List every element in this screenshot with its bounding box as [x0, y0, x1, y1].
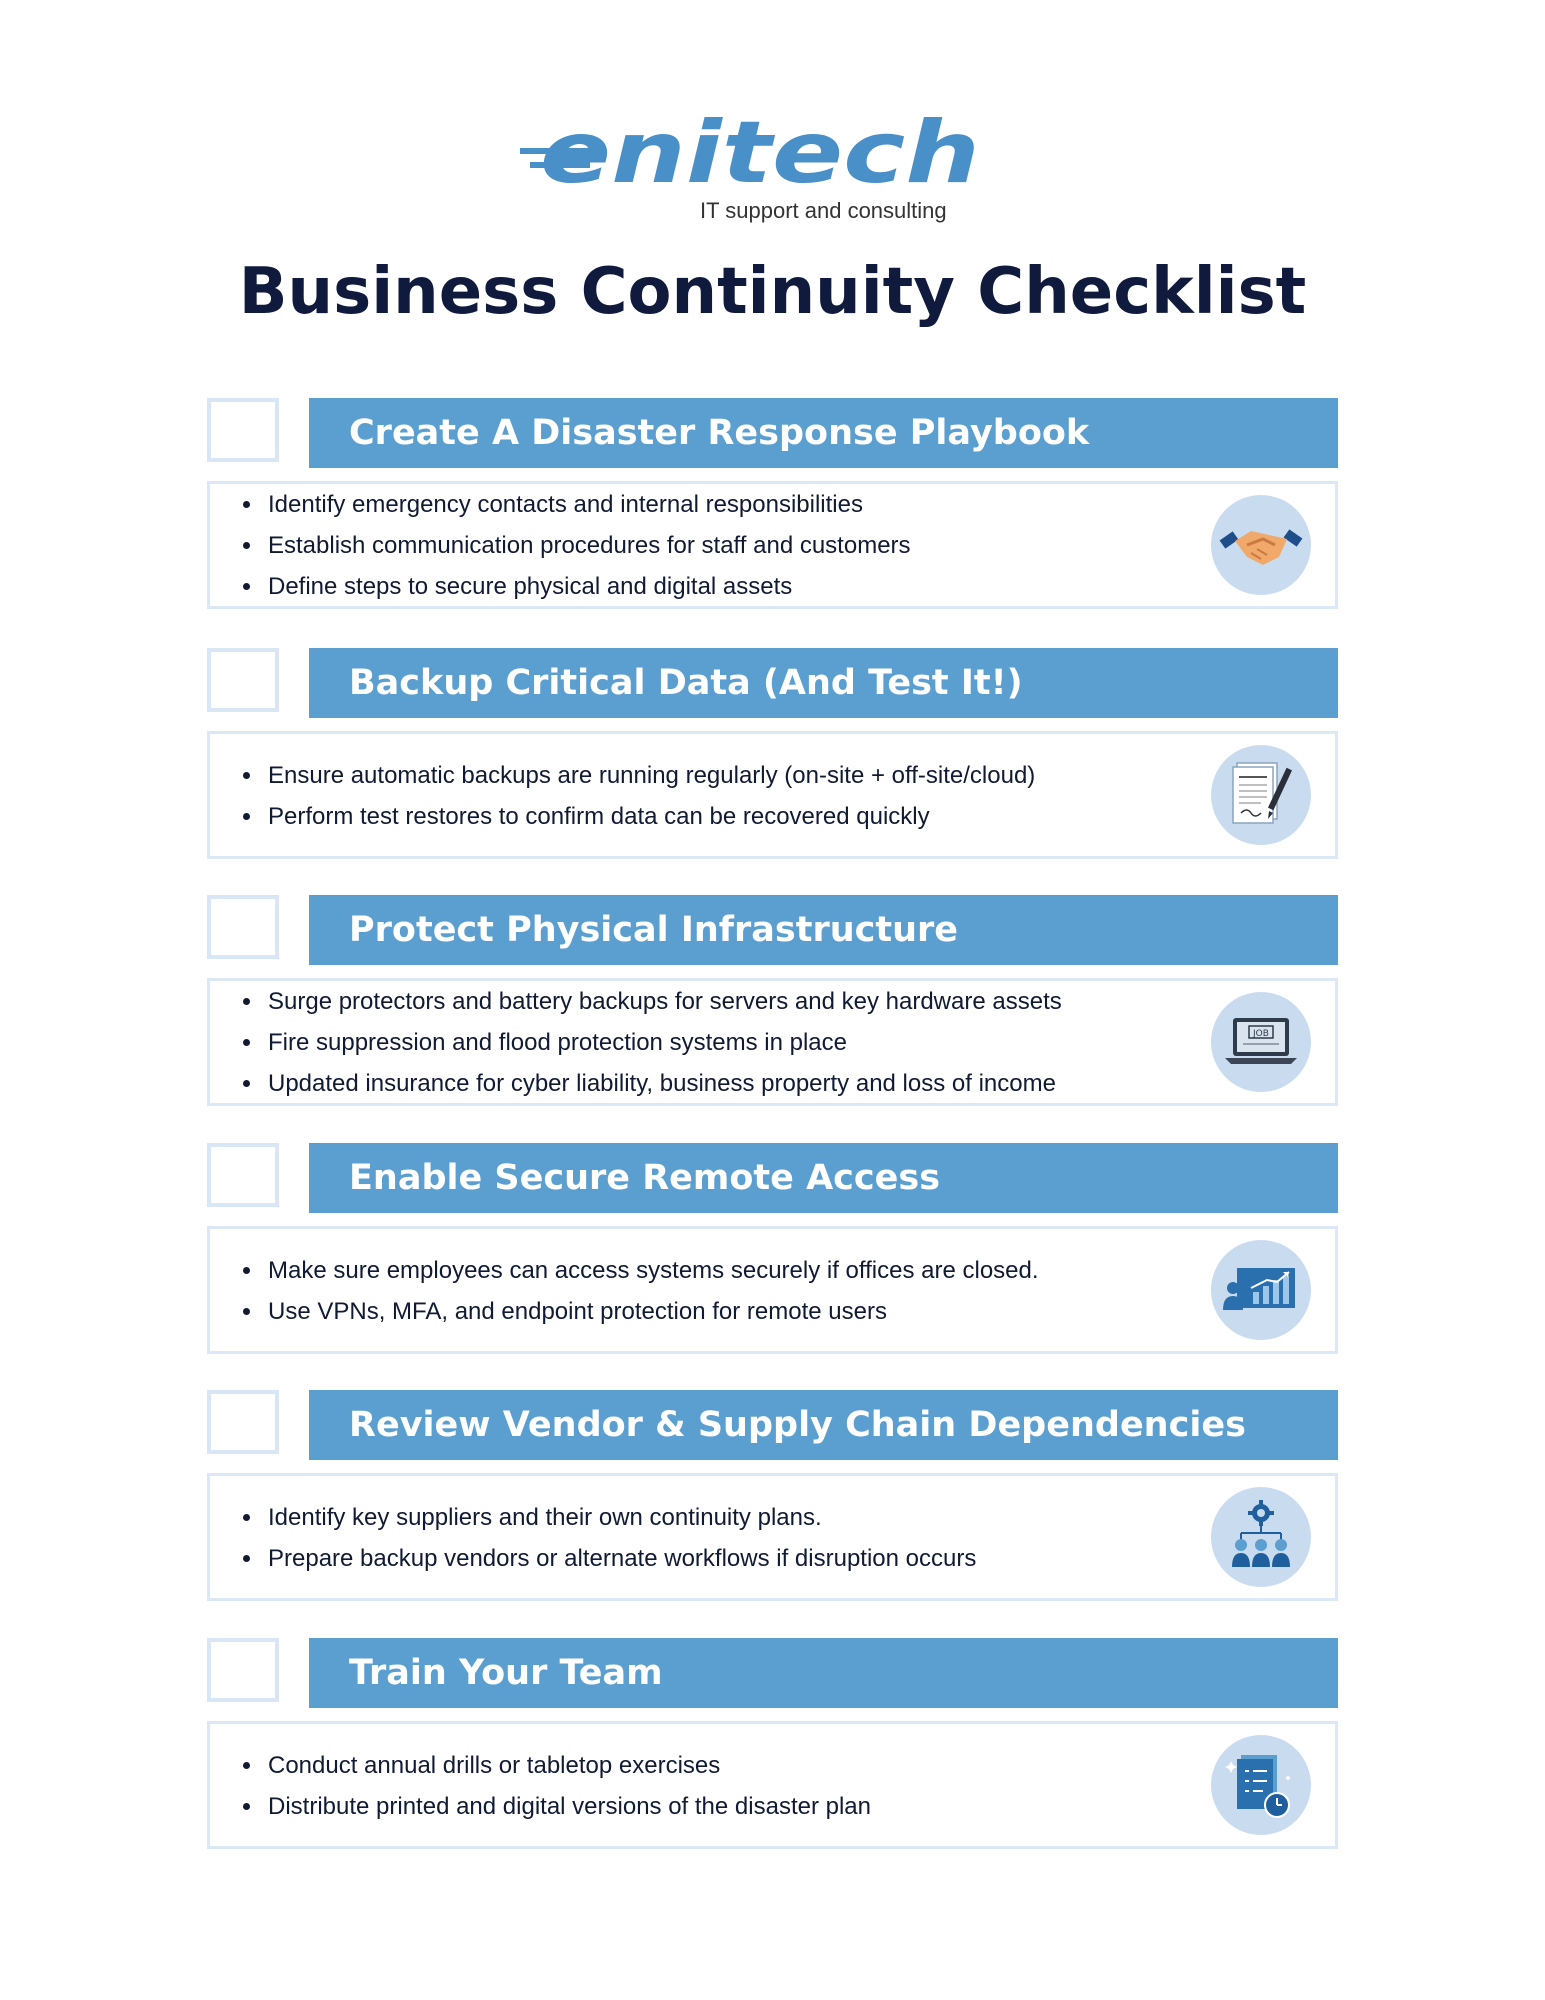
- page-title: Business Continuity Checklist: [238, 255, 1307, 329]
- list-item: • Fire suppression and flood protection systems in place: [264, 1022, 1062, 1063]
- list-item: • Identify key suppliers and their own continuity plans.: [264, 1497, 976, 1538]
- svg-text:JOB: JOB: [1253, 1029, 1269, 1039]
- section-checkbox[interactable]: [207, 895, 279, 959]
- logo-wordmark: enitech: [540, 110, 980, 203]
- section-body: [207, 1473, 1338, 1601]
- section-body: [207, 481, 1338, 609]
- bullet-list: [210, 484, 911, 607]
- section-header: [309, 648, 1338, 718]
- enitech-logo: [520, 110, 990, 230]
- section-heading: Enable Secure Remote Access: [349, 1158, 941, 1198]
- section-body: [207, 1721, 1338, 1849]
- list-item: • Establish communication procedures for staff and customers: [264, 525, 911, 566]
- bullet-list: [210, 755, 1035, 837]
- section-header: [309, 398, 1338, 468]
- list-item: • Make sure employees can access systems securely if offices are closed.: [264, 1250, 1039, 1291]
- section-checkbox[interactable]: [207, 398, 279, 462]
- section-body: [207, 978, 1338, 1106]
- section-heading: Protect Physical Infrastructure: [349, 910, 959, 950]
- handshake-icon: [1211, 495, 1311, 595]
- section-header: [309, 895, 1338, 965]
- checklist-clock-icon: [1211, 1735, 1311, 1835]
- list-item: • Prepare backup vendors or alternate workflows if disruption occurs: [264, 1538, 976, 1579]
- list-item: • Updated insurance for cyber liability, business property and loss of income: [264, 1063, 1062, 1104]
- list-item: • Conduct annual drills or tabletop exercises: [264, 1745, 871, 1786]
- growth-chart-icon: [1211, 1240, 1311, 1340]
- section-heading: Backup Critical Data (And Test It!): [349, 663, 1023, 703]
- section-checkbox[interactable]: [207, 648, 279, 712]
- team-gear-icon: [1211, 1487, 1311, 1587]
- list-item: • Define steps to secure physical and digital assets: [264, 566, 911, 607]
- list-item: • Perform test restores to confirm data can be recovered quickly: [264, 796, 1035, 837]
- list-item: • Ensure automatic backups are running regularly (on-site + off-site/cloud): [264, 755, 1035, 796]
- section-checkbox[interactable]: [207, 1143, 279, 1207]
- list-item: • Use VPNs, MFA, and endpoint protection for remote users: [264, 1291, 1039, 1332]
- bullet-list: [210, 981, 1062, 1104]
- laptop-job-icon: [1211, 992, 1311, 1092]
- bullet-list: [210, 1497, 976, 1579]
- bullet-list: [210, 1745, 871, 1827]
- list-item: • Identify emergency contacts and internal responsibilities: [264, 484, 911, 525]
- section-checkbox[interactable]: [207, 1390, 279, 1454]
- section-header: [309, 1390, 1338, 1460]
- section-heading: Create A Disaster Response Playbook: [349, 413, 1090, 453]
- contract-document-icon: [1211, 745, 1311, 845]
- section-header: [309, 1638, 1338, 1708]
- section-heading: Train Your Team: [349, 1653, 663, 1693]
- bullet-list: [210, 1250, 1039, 1332]
- list-item: • Surge protectors and battery backups for servers and key hardware assets: [264, 981, 1062, 1022]
- list-item: • Distribute printed and digital versions of the disaster plan: [264, 1786, 871, 1827]
- section-header: [309, 1143, 1338, 1213]
- section-checkbox[interactable]: [207, 1638, 279, 1702]
- section-body: [207, 731, 1338, 859]
- section-body: [207, 1226, 1338, 1354]
- section-heading: Review Vendor & Supply Chain Dependencies: [349, 1405, 1246, 1445]
- logo-tagline: IT support and consulting: [700, 198, 947, 223]
